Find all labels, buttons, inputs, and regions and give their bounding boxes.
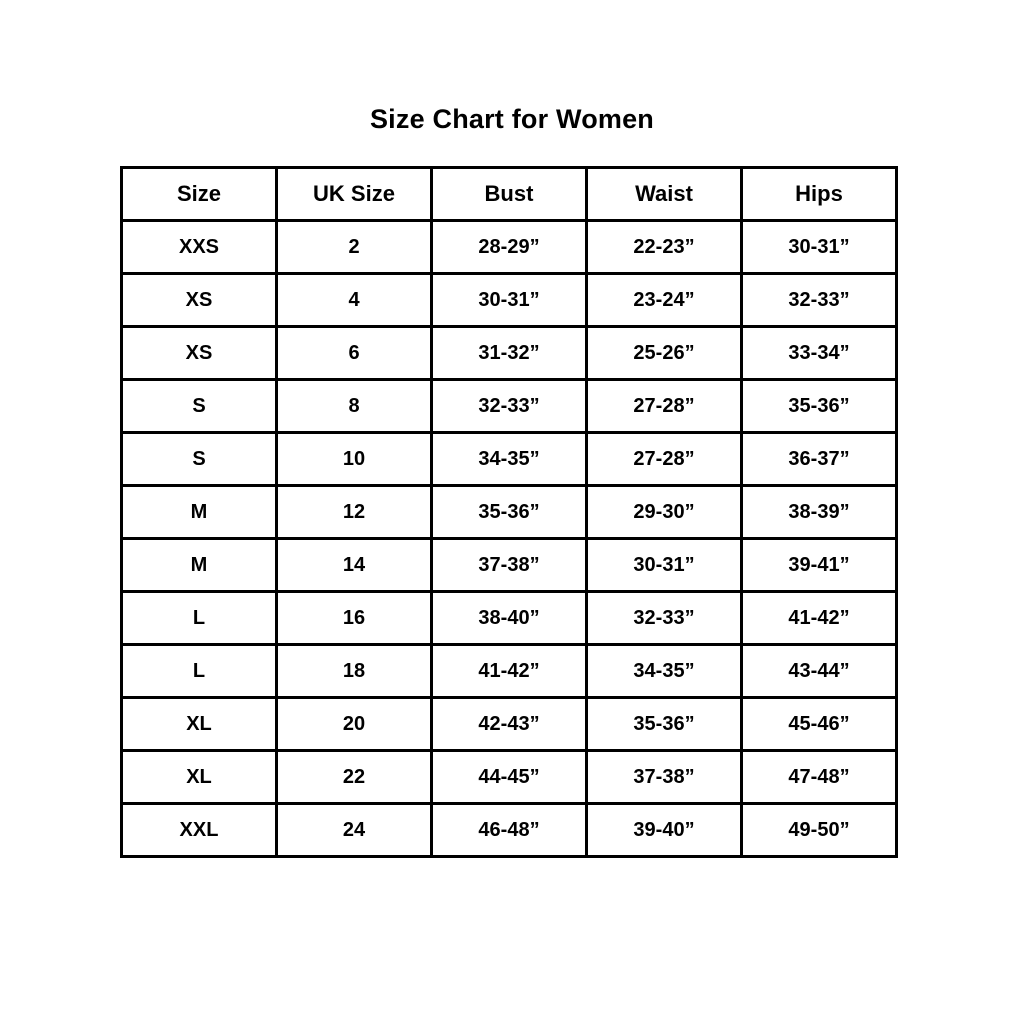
table-cell: 27-28” bbox=[587, 380, 742, 433]
table-cell: 31-32” bbox=[432, 327, 587, 380]
table-cell: 29-30” bbox=[587, 486, 742, 539]
table-cell: 34-35” bbox=[587, 645, 742, 698]
table-cell: 35-36” bbox=[432, 486, 587, 539]
table-cell: L bbox=[122, 645, 277, 698]
table-cell: 41-42” bbox=[742, 592, 897, 645]
table-cell: XXL bbox=[122, 804, 277, 857]
table-cell: 49-50” bbox=[742, 804, 897, 857]
table-cell: 37-38” bbox=[587, 751, 742, 804]
column-header: Waist bbox=[587, 168, 742, 221]
table-cell: 30-31” bbox=[742, 221, 897, 274]
table-row bbox=[122, 486, 897, 539]
table-row bbox=[122, 592, 897, 645]
table-cell: 42-43” bbox=[432, 698, 587, 751]
table-cell: 8 bbox=[277, 380, 432, 433]
table-row bbox=[122, 698, 897, 751]
table-cell: 12 bbox=[277, 486, 432, 539]
table-cell: 34-35” bbox=[432, 433, 587, 486]
column-header: Hips bbox=[742, 168, 897, 221]
table-cell: 32-33” bbox=[432, 380, 587, 433]
page-title: Size Chart for Women bbox=[369, 104, 655, 134]
table-cell: 39-41” bbox=[742, 539, 897, 592]
table-cell: 32-33” bbox=[587, 592, 742, 645]
table-cell: 39-40” bbox=[587, 804, 742, 857]
table-cell: 44-45” bbox=[432, 751, 587, 804]
table-cell: 43-44” bbox=[742, 645, 897, 698]
table-cell: 30-31” bbox=[432, 274, 587, 327]
table-cell: S bbox=[122, 433, 277, 486]
table-cell: XS bbox=[122, 274, 277, 327]
table-cell: 14 bbox=[277, 539, 432, 592]
table-cell: 16 bbox=[277, 592, 432, 645]
table-cell: 46-48” bbox=[432, 804, 587, 857]
table-cell: 47-48” bbox=[742, 751, 897, 804]
table-cell: L bbox=[122, 592, 277, 645]
table-cell: 30-31” bbox=[587, 539, 742, 592]
table-cell: M bbox=[122, 486, 277, 539]
table-row bbox=[122, 751, 897, 804]
table-row bbox=[122, 804, 897, 857]
table-cell: M bbox=[122, 539, 277, 592]
column-header: Size bbox=[122, 168, 277, 221]
column-header: UK Size bbox=[277, 168, 432, 221]
table-cell: 22-23” bbox=[587, 221, 742, 274]
table-cell: 33-34” bbox=[742, 327, 897, 380]
table-cell: 38-39” bbox=[742, 486, 897, 539]
table-cell: XL bbox=[122, 698, 277, 751]
table-body bbox=[122, 221, 897, 857]
table-cell: 27-28” bbox=[587, 433, 742, 486]
table-cell: 20 bbox=[277, 698, 432, 751]
table-row bbox=[122, 274, 897, 327]
table-row bbox=[122, 433, 897, 486]
table-cell: 25-26” bbox=[587, 327, 742, 380]
table-cell: XXS bbox=[122, 221, 277, 274]
table-cell: 37-38” bbox=[432, 539, 587, 592]
table-cell: 18 bbox=[277, 645, 432, 698]
table-cell: 22 bbox=[277, 751, 432, 804]
column-header: Bust bbox=[432, 168, 587, 221]
table-cell: S bbox=[122, 380, 277, 433]
size-chart-table bbox=[120, 166, 898, 858]
table-cell: 38-40” bbox=[432, 592, 587, 645]
table-cell: 32-33” bbox=[742, 274, 897, 327]
table-cell: XL bbox=[122, 751, 277, 804]
table-cell: 36-37” bbox=[742, 433, 897, 486]
header-row bbox=[122, 168, 897, 221]
table-cell: 24 bbox=[277, 804, 432, 857]
table-cell: 2 bbox=[277, 221, 432, 274]
table-row bbox=[122, 539, 897, 592]
table-cell: 35-36” bbox=[742, 380, 897, 433]
table-cell: 10 bbox=[277, 433, 432, 486]
table-row bbox=[122, 327, 897, 380]
table-cell: 23-24” bbox=[587, 274, 742, 327]
table-cell: 6 bbox=[277, 327, 432, 380]
table-cell: 4 bbox=[277, 274, 432, 327]
table-row bbox=[122, 221, 897, 274]
table-row bbox=[122, 645, 897, 698]
table-cell: 35-36” bbox=[587, 698, 742, 751]
table-cell: XS bbox=[122, 327, 277, 380]
table-cell: 41-42” bbox=[432, 645, 587, 698]
table-cell: 45-46” bbox=[742, 698, 897, 751]
table-row bbox=[122, 380, 897, 433]
table-cell: 28-29” bbox=[432, 221, 587, 274]
